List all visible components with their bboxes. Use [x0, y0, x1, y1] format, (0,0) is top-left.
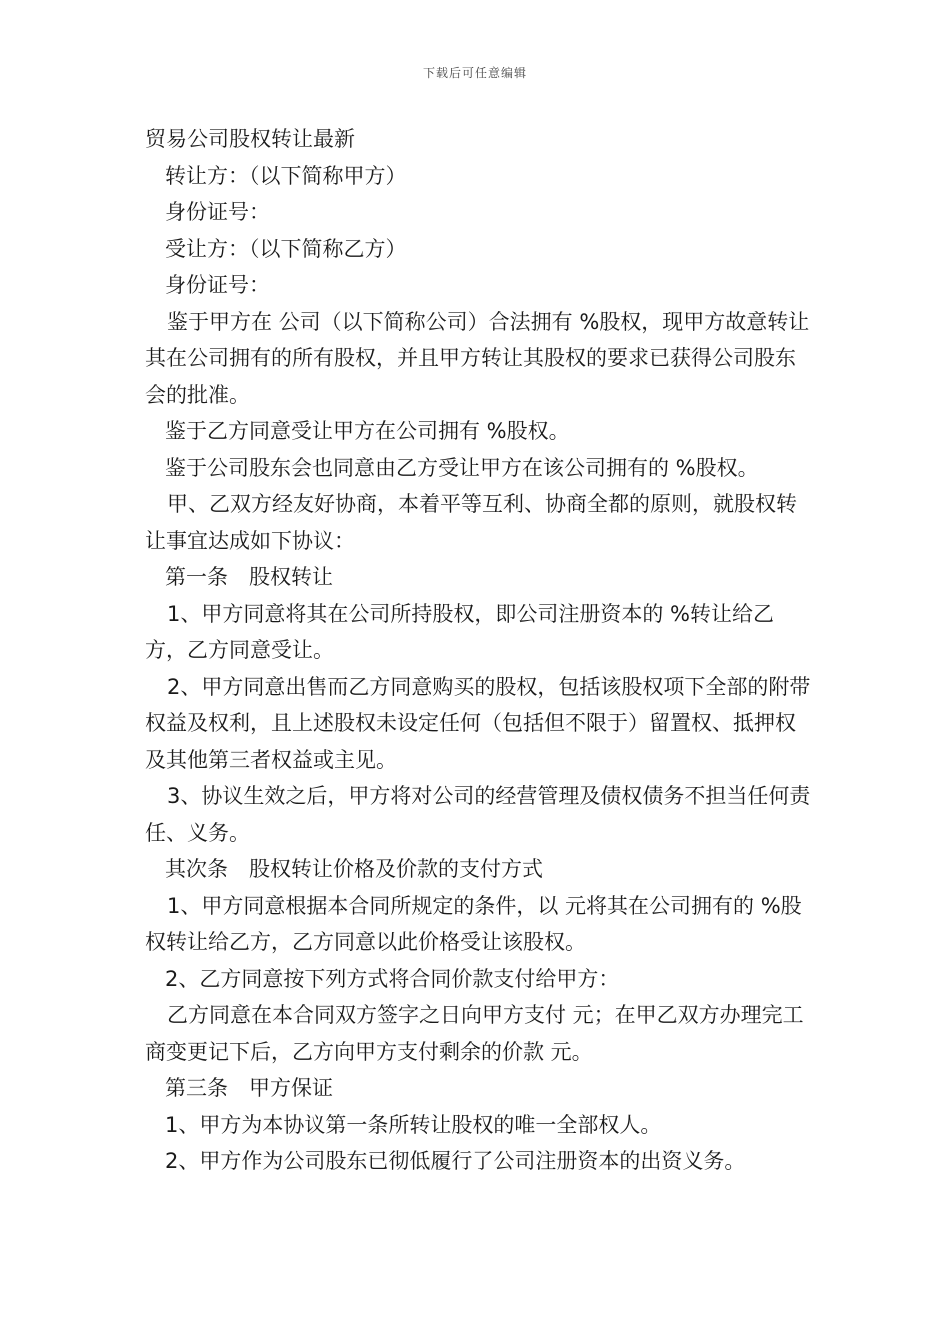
document-title: 贸易公司股权转让最新: [145, 127, 355, 151]
transferee-id-line: 身份证号：: [165, 273, 270, 297]
transferee-line: 受让方：（以下简称乙方）: [165, 236, 407, 261]
document-body: [145, 121, 815, 1180]
clause-paragraph: 1、甲方同意根据本合同所规定的条件，以 元将其在公司拥有的 %股权转让给乙方，乙方同意以此价格受让该股权。: [145, 893, 802, 954]
clause-paragraph: 乙方同意在本合同双方签字之日向甲方支付 元；在甲乙双方办理完工商变更记下后，乙方向甲方支付剩余的价款 元。: [145, 1003, 804, 1064]
clause-paragraph: 2、甲方同意出售而乙方同意购买的股权，包括该股权项下全部的附带权益及权利，且上述股权未设定任何（包括但不限于）留置权、抵押权及其他第三者权益或主见。: [145, 674, 811, 772]
clause-paragraph: 1、甲方为本协议第一条所转让股权的唯一全部权人。: [165, 1112, 662, 1137]
article-heading: 其次条 股权转让价格及价款的支付方式: [165, 857, 543, 881]
clause-paragraph: 2、乙方同意按下列方式将合同价款支付给甲方：: [165, 966, 620, 991]
clause-paragraph: 1、甲方同意将其在公司所持股权，即公司注册资本的 %转让给乙方，乙方同意受让。: [145, 601, 774, 662]
article-heading: 第三条 甲方保证: [165, 1076, 333, 1100]
recital-paragraph: 鉴于乙方同意受让甲方在公司拥有 %股权。: [165, 419, 570, 443]
transferor-line: 转让方：（以下简称甲方）: [165, 163, 407, 188]
transferor-id-line: 身份证号：: [165, 200, 270, 224]
recital-paragraph: 鉴于甲方在 公司（以下简称公司）合法拥有 %股权，现甲方故意转让其在公司拥有的所有股权，并且甲方转让其股权的要求已获得公司股东会的批准。: [145, 309, 810, 407]
article-heading: 第一条 股权转让: [165, 565, 333, 589]
recital-paragraph: 甲、乙双方经友好协商，本着平等互利、协商全都的原则，就股权转让事宜达成如下协议：: [145, 492, 797, 553]
header-note: 下载后可任意编辑: [422, 66, 527, 80]
clause-paragraph: 2、甲方作为公司股东已彻低履行了公司注册资本的出资义务。: [165, 1149, 746, 1173]
recital-paragraph: 鉴于公司股东会也同意由乙方受让甲方在该公司拥有的 %股权。: [165, 455, 759, 480]
clause-paragraph: 3、协议生效之后，甲方将对公司的经营管理及债权债务不担当任何责任、义务。: [145, 784, 811, 845]
